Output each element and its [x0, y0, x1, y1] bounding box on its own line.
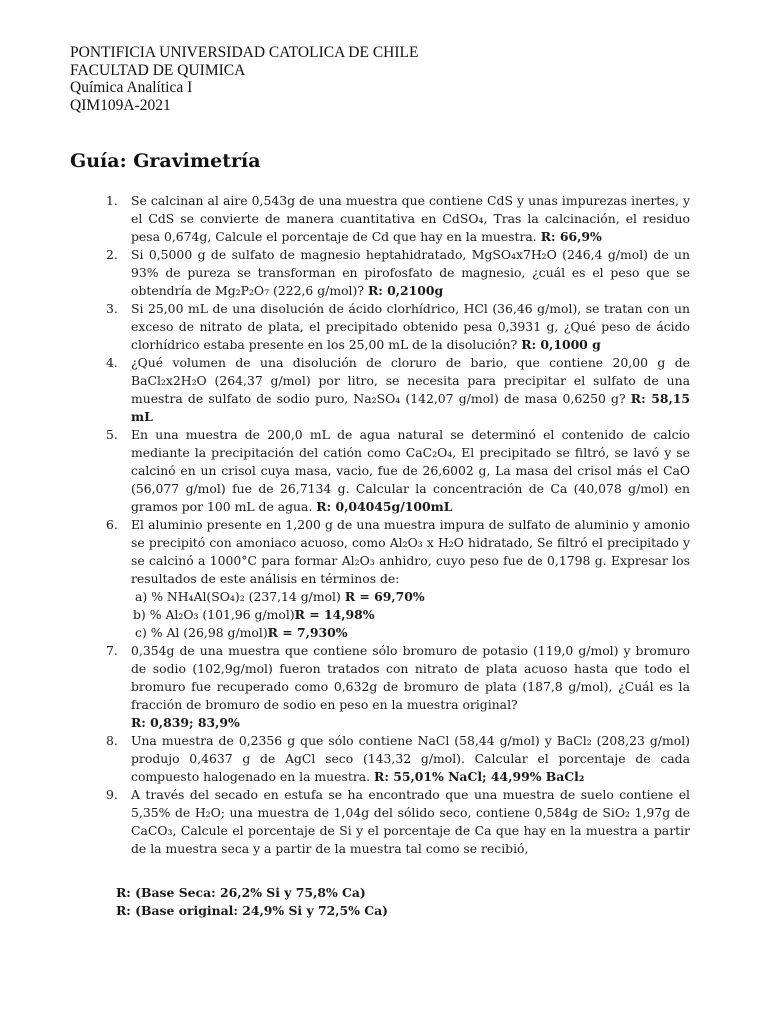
- problem-item: [100, 354, 690, 426]
- problem-number: 9.: [106, 787, 118, 802]
- problem-answer: R: 58,15 mL: [131, 391, 690, 424]
- subitem-answer: R = 14,98%: [294, 607, 375, 622]
- university-name: PONTIFICIA UNIVERSIDAD CATOLICA DE CHILE: [70, 44, 419, 61]
- problem-number: 4.: [106, 355, 118, 370]
- problem-item: [100, 246, 690, 300]
- subitem-answer: R = 7,930%: [267, 625, 348, 640]
- problem-number: 1.: [106, 193, 118, 208]
- problem-text: El aluminio presente en 1,200 g de una muestra impura de sulfato de aluminio y amonio se precipitó con amoniaco acuoso, como Al₂O₃ x H₂O hidratado, Se filtró el precipitado y se calcinó a 1000°C para formar Al₂O₃ anhidro, cuyo peso fue de 0,1798 g. Expresar los resultados de este análisis en términos de:: [131, 517, 690, 586]
- problem-answer: R: 0,04045g/100mL: [316, 499, 453, 514]
- problem-number: 6.: [106, 517, 118, 532]
- page-title: Guía: Gravimetría: [70, 150, 261, 172]
- problem-number: 5.: [106, 427, 118, 442]
- problem-item: [100, 300, 690, 354]
- problem-answer: R: 0,839; 83,9%: [131, 715, 240, 730]
- subitem-label: c): [135, 625, 147, 640]
- problem-number: 2.: [106, 247, 118, 262]
- subitem-text: % Al₂O₃ (101,96 g/mol): [149, 607, 295, 622]
- problem-item: [100, 786, 690, 858]
- subitem-answer: R = 69,70%: [344, 589, 425, 604]
- problem-answer: R: 0,1000 g: [521, 337, 601, 352]
- subitem-label: a): [135, 589, 148, 604]
- problem-text: A través del secado en estufa se ha encontrado que una muestra de suelo contiene el 5,35% de H₂O; una muestra de 1,04g del sólido seco, contiene 0,584g de SiO₂ 1,97g de CaCO₃, Calcule el porcentaje de Si y el porcentaje de Ca que hay en la muestra a partir de la muestra seca y a partir de la muestra tal como se recibió,: [131, 787, 690, 856]
- problem-text: ¿Qué volumen de una disolución de cloruro de bario, que contiene 20,00 g de BaCl₂x2H₂O (264,37 g/mol) por litro, se necesita para precipitar el sulfato de una muestra de sulfato de sodio puro, Na₂SO₄ (142,07 g/mol) de masa 0,6250 g?: [131, 355, 690, 406]
- problem-text: Se calcinan al aire 0,543g de una muestra que contiene CdS y unas impurezas inertes, y el CdS se convierte de manera cuantitativa en CdSO₄, Tras la calcinación, el residuo pesa 0,674g, Calcule el porcentaje de Cd que hay en la muestra.: [131, 193, 690, 244]
- problem-number: 3.: [106, 301, 118, 316]
- problem-item: [100, 192, 690, 246]
- course-name: Química Analítica I: [70, 79, 193, 96]
- problem-answer: R: 0,2100g: [367, 283, 444, 298]
- problem-text: Una muestra de 0,2356 g que sólo contiene NaCl (58,44 g/mol) y BaCl₂ (208,23 g/mol) produjo 0,4637 g de AgCl seco (143,32 g/mol). Calcular el porcentaje de cada compuesto halogenado en la muestra.: [131, 733, 690, 784]
- problem-item: [100, 516, 690, 642]
- problem-answer: R: 55,01% NaCl; 44,99% BaCl₂: [374, 769, 585, 784]
- problem-item: [100, 642, 690, 732]
- subitem-a: [131, 588, 690, 606]
- problem-number: 8.: [106, 733, 118, 748]
- problem-list: [100, 192, 690, 858]
- problem-number: 7.: [106, 643, 118, 658]
- problem-text: 0,354g de una muestra que contiene sólo bromuro de potasio (119,0 g/mol) y bromuro de sodio (102,9g/mol) fueron tratados con nitrato de plata acuoso hasta que todo el bromuro fue recuperado como 0,632g de bromuro de plata (187,8 g/mol), ¿Cuál es la fracción de bromuro de sodio en peso en la muestra original?: [131, 643, 690, 712]
- problem-item: [100, 426, 690, 516]
- subitem-label: b): [133, 607, 146, 622]
- problem-item: [100, 732, 690, 786]
- subitem-b: [131, 606, 690, 624]
- course-code: QIM109A-2021: [70, 96, 171, 114]
- problem-answer: R: 66,9%: [540, 229, 602, 244]
- faculty-name: FACULTAD DE QUIMICA: [70, 61, 246, 79]
- final-answers: [116, 884, 388, 920]
- final-answer-dry-basis: R: (Base Seca: 26,2% Si y 75,8% Ca): [116, 885, 366, 900]
- subitem-text: % NH₄Al(SO₄)₂ (237,14 g/mol): [151, 589, 341, 604]
- subitem-c: [131, 624, 690, 642]
- problem-text: En una muestra de 200,0 mL de agua natural se determinó el contenido de calcio mediante la precipitación del catión como CaC₂O₄, El precipitado se filtró, se lavó y se calcinó en un crisol cuya masa, vacio, fue de 26,6002 g, La masa del crisol más el CaO (56,077 g/mol) fue de 26,7134 g. Calcular la concentración de Ca (40,078 g/mol) en gramos por 100 mL de agua.: [131, 427, 690, 514]
- subitem-text: % Al (26,98 g/mol): [150, 625, 268, 640]
- problem-text: Si 25,00 mL de una disolución de ácido clorhídrico, HCl (36,46 g/mol), se tratan con un exceso de nitrato de plata, el precipitado obtenido pesa 0,3931 g, ¿Qué peso de ácido clorhídrico estaba presente en los 25,00 mL de la disolución?: [131, 301, 690, 352]
- final-answer-original-basis: R: (Base original: 24,9% Si y 72,5% Ca): [116, 903, 388, 918]
- document-header: [70, 44, 418, 114]
- problem-text: Si 0,5000 g de sulfato de magnesio heptahidratado, MgSO₄x7H₂O (246,4 g/mol) de un 93% de pureza se transforman en pirofosfato de magnesio, ¿cuál es el peso que se obtendría de Mg₂P₂O₇ (222,6 g/mol)?: [131, 247, 690, 298]
